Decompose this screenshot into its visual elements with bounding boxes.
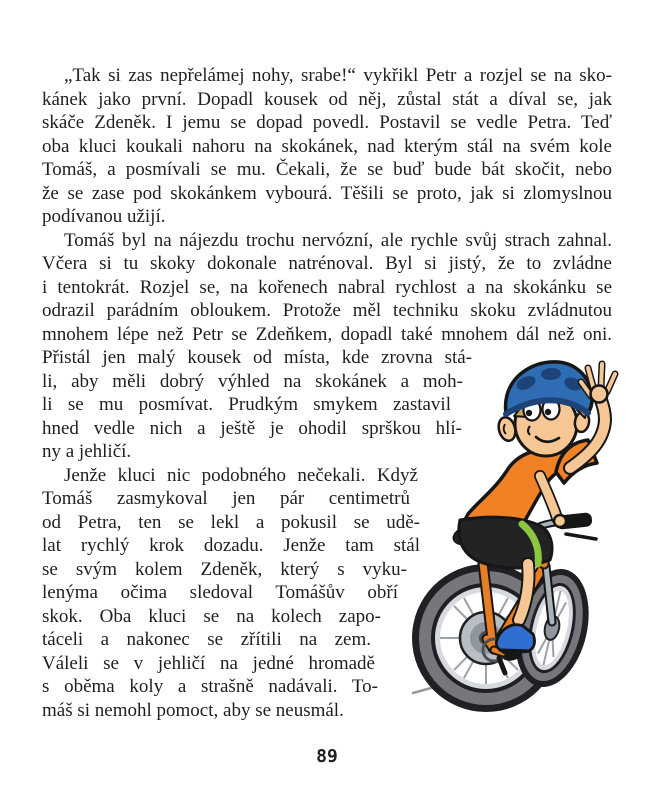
bike-illustration — [404, 352, 654, 742]
text-line: oba kluci koukali nahoru na skokánek, nad kterým stál na svém kole — [42, 135, 612, 157]
text-line: ny a jehličí. — [42, 441, 132, 462]
text-line: Tomáš zasmykoval jen pár centimetrů — [42, 488, 410, 509]
text-line: Tomáš byl na nájezdu trochu nervózní, ale rychle svůj strach zahnal. — [64, 229, 612, 251]
text-line: se svým kolem Zdeněk, který s vyku- — [42, 558, 407, 580]
page-number: 89 — [316, 746, 338, 767]
text-line: hned vedle nich a ještě je ohodil sprškou hlí- — [42, 417, 462, 439]
text-line: skáče Zdeněk. I jemu se dopad povedl. Postavil se vedle Petra. Teď — [42, 112, 612, 133]
text-line: i tentokrát. Rozjel se, na kořenech nabral rychlost a na skokánku se — [42, 276, 612, 298]
text-line: „Tak si zas nepřelámej nohy, srabe!“ vykřikl Petr a rozjel se na sko- — [64, 65, 612, 86]
text-line: skok. Oba kluci se na kolech zapo- — [42, 605, 381, 627]
text-line: s oběma koly a strašně nadávali. To- — [42, 676, 378, 697]
text-line: máš si nemohl pomoct, aby se neusmál. — [42, 699, 344, 721]
text-line: li se mu posmívat. Prudkým smykem zastavil — [42, 394, 451, 415]
text-line: lat rychlý krok dozadu. Jenže tam stál — [42, 535, 420, 556]
text-line: táceli a nakonec se zřítili na zem. — [42, 629, 371, 650]
text-line: li, aby měli dobrý výhled na skokánek a moh- — [42, 370, 463, 392]
text-line: podívanou užijí. — [42, 206, 166, 227]
text-line: Přistál jen malý kousek od místa, kde zrovna stá- — [42, 347, 472, 368]
text-line: Včera si tu skoky dokonale natrénoval. Byl si jistý, že to zvládne — [42, 253, 612, 274]
text-line: lenýma očima sledoval Tomášův obří — [42, 582, 398, 603]
text-line: mnohem lépe než Petr se Zdeňkem, dopadl také mnohem dál než oni. — [42, 323, 612, 345]
text-line: odrazil parádním obloukem. Protože měl techniku skoku zvládnutou — [42, 300, 612, 321]
text-line: kánek jako první. Dopadl kousek od něj, zůstal stát a díval se, jak — [42, 88, 612, 110]
text-line: Váleli se v jehličí na jedné hromadě — [42, 652, 375, 674]
text-line: že se zase pod skokánkem vybourá. Těšili se proto, jak si zlomyslnou — [42, 182, 612, 204]
text-line: od Petra, ten se lekl a pokusil se udě- — [42, 511, 420, 533]
text-line: Jenže kluci nic podobného nečekali. Když — [64, 464, 418, 486]
text-line: Tomáš, a posmívali se mu. Čekali, že se buď bude bát skočit, nebo — [42, 159, 612, 180]
